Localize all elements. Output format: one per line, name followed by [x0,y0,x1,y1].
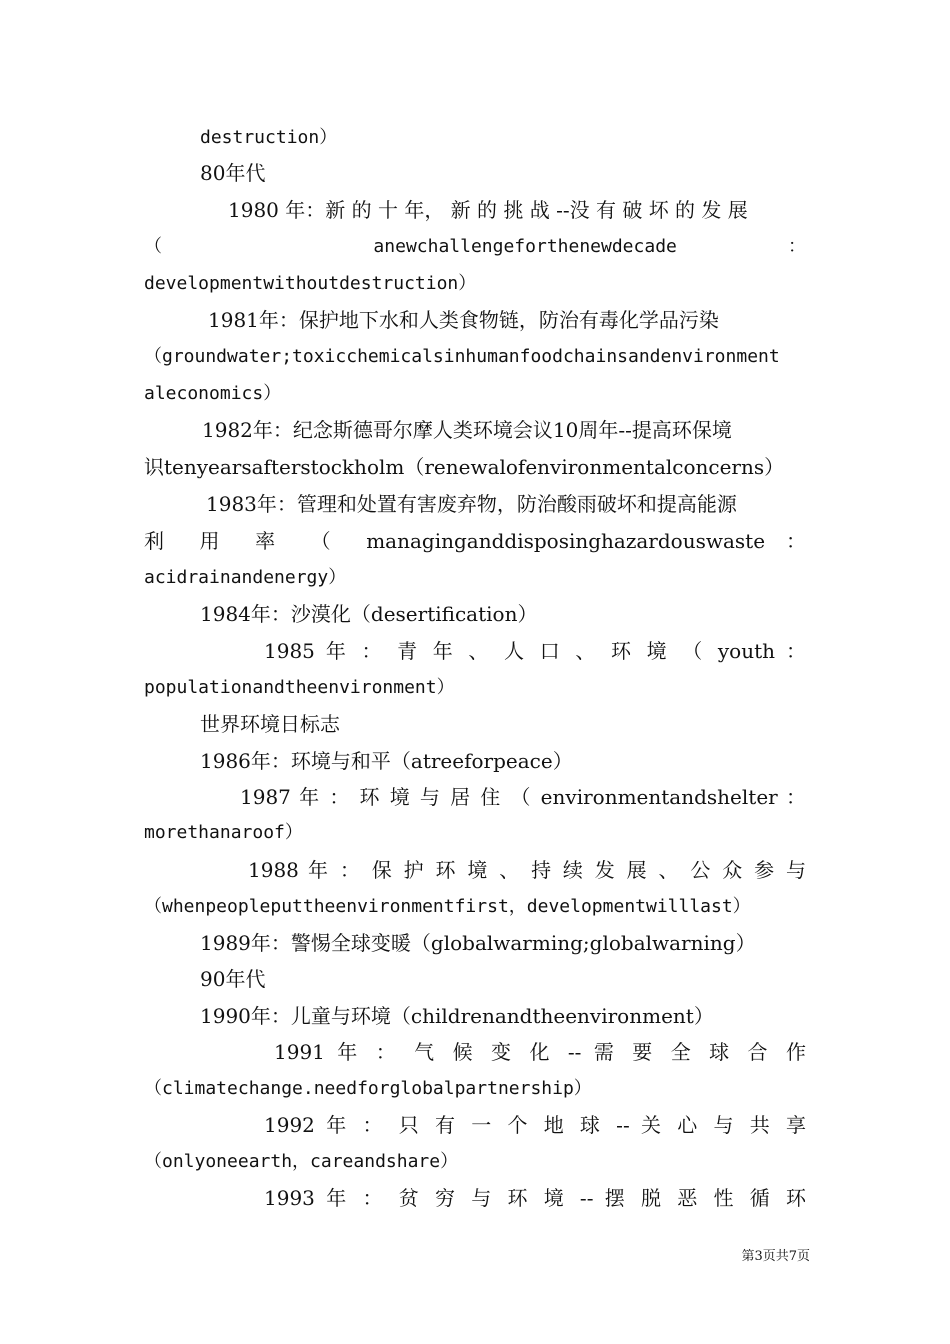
text-line-12: 利 用 率 （ managinganddisposinghazardouswaste ： [144,529,806,553]
text-line-7: （groundwater;toxicchemicalsinhumanfoodchainsandenvironment [144,346,780,367]
text-line-26: 1991 年 ： 气 候 变 化 -- 需 要 全 球 合 作 [274,1040,806,1064]
text-line-15: 1985 年 ： 青 年 、 人 口 、 环 境 （ youth ： [264,639,806,663]
text-line-14: 1984年：沙漠化（desertification） [200,602,538,626]
page-number-footer: 第3页共7页 [741,1249,810,1264]
text-line-2: 80年代 [200,161,266,185]
text-line-9: 1982年：纪念斯德哥尔摩人类环境会议10周年--提高环保境 [202,418,732,442]
text-line-18: 1986年：环境与和平（atreeforpeace） [200,749,573,773]
text-line-19: 1987 年 ： 环 境 与 居 住 （ environmentandshelter ： [240,785,806,809]
text-line-20: morethanaroof） [144,822,303,843]
text-line-17: 世界环境日标志 [200,712,340,736]
text-line-5: developmentwithoutdestruction） [144,273,477,294]
text-line-21: 1988 年 ： 保 护 环 境 、 持 续 发 展 、 公 众 参 与 [248,858,806,882]
text-line-3: 1980 年：新 的 十 年， 新 的 挑 战 --没 有 破 坏 的 发 展 [228,198,748,222]
text-line-22: （whenpeopleputtheenvironmentfirst，developmentwilllast） [144,896,751,917]
text-line-27: （climatechange.needforglobalpartnership） [144,1078,592,1099]
text-line-10: 识tenyearsafterstockholm（renewalofenvironmentalconcerns） [144,455,785,479]
text-line-11: 1983年：管理和处置有害废弃物，防治酸雨破坏和提高能源 [206,492,737,516]
text-line-23: 1989年：警惕全球变暖（globalwarming;globalwarning） [200,931,756,955]
text-line-6: 1981年：保护地下水和人类食物链，防治有毒化学品污染 [208,308,719,332]
text-line-25: 1990年：儿童与环境（childrenandtheenvironment） [200,1004,714,1028]
text-line-24: 90年代 [200,967,266,991]
text-line-13: acidrainandenergy） [144,567,347,588]
text-line-30: 1993 年 ： 贫 穷 与 环 境 -- 摆 脱 恶 性 循 环 [264,1186,806,1210]
text-line-28: 1992 年 ： 只 有 一 个 地 球 -- 关 心 与 共 享 [264,1113,806,1137]
text-line-4: （ anewchallengeforthenewdecade ： [144,236,806,257]
text-line-8: aleconomics） [144,383,282,404]
text-line-29: （onlyoneearth，careandshare） [144,1151,459,1172]
text-line-1: destruction） [200,127,338,148]
text-line-16: populationandtheenvironment） [144,677,455,698]
